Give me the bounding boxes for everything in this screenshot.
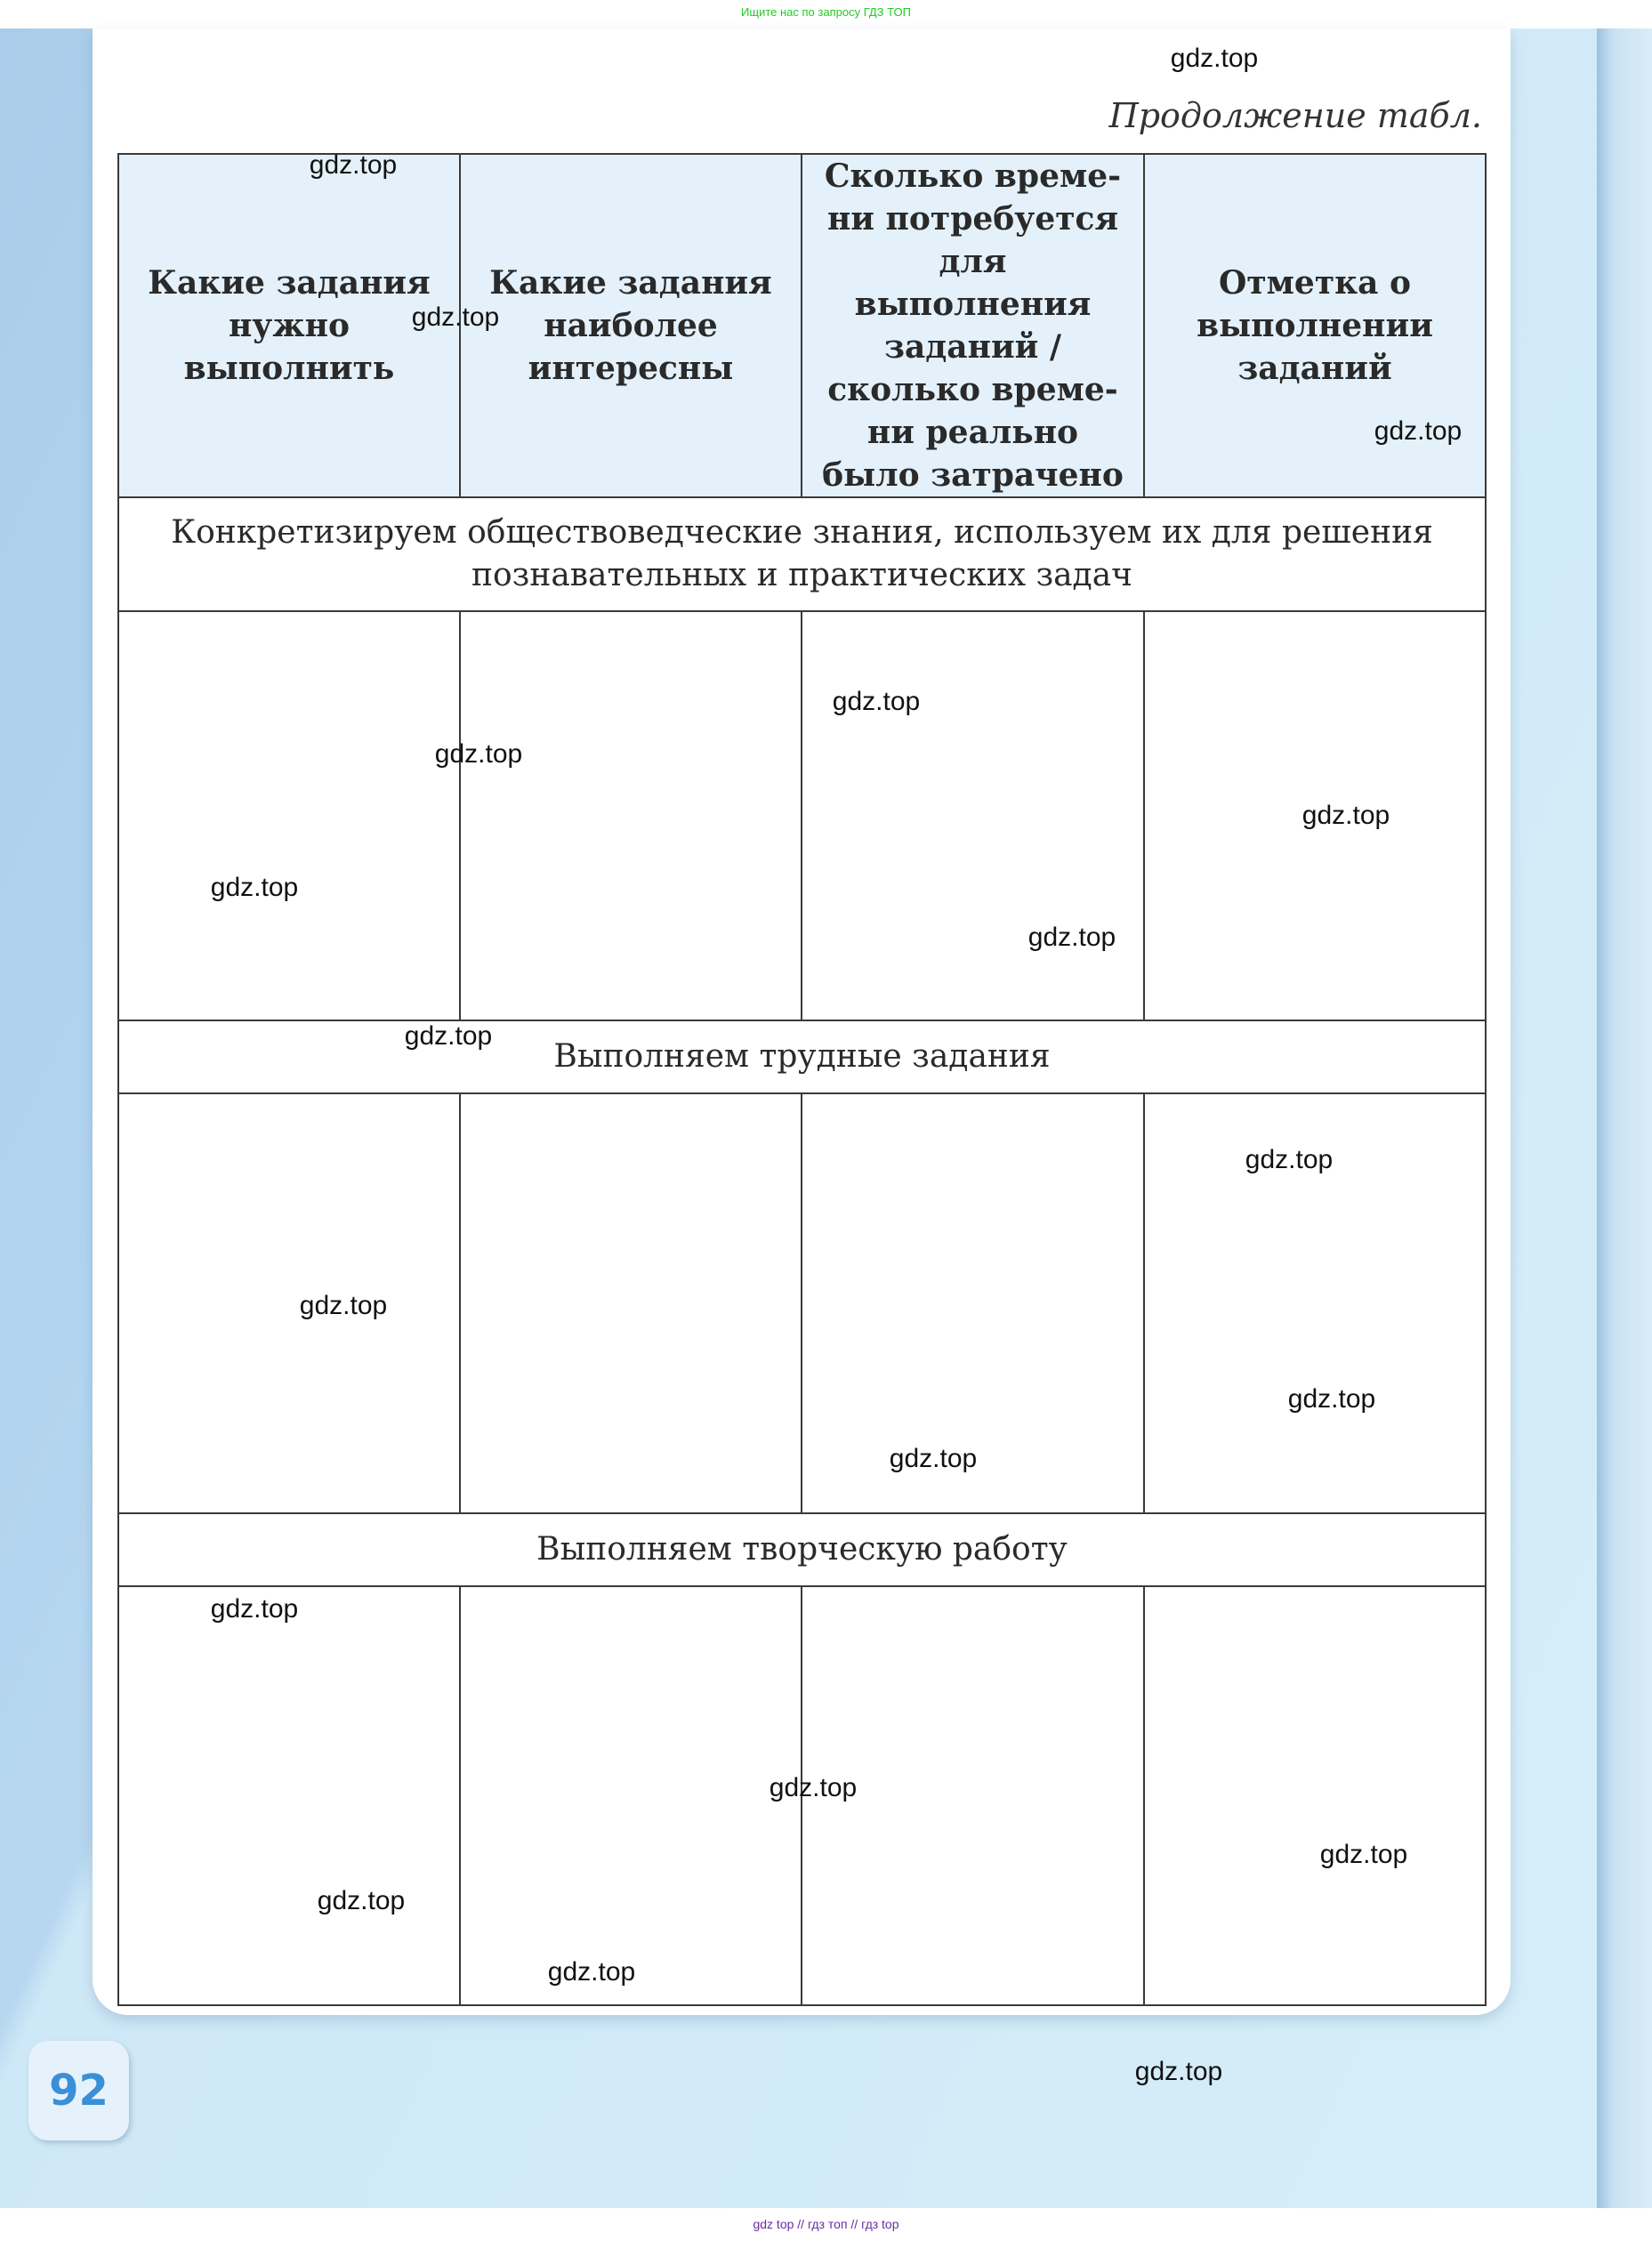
table-cell[interactable] <box>118 1093 460 1513</box>
continuation-label: Продолжение табл. <box>1108 96 1482 135</box>
top-notice: Ищите нас по запросу ГДЗ ТОП <box>741 5 911 19</box>
section-row <box>118 1020 1486 1093</box>
table-row <box>118 611 1486 1020</box>
section-title: Выполняем трудные задания <box>118 1020 1486 1093</box>
book-spine <box>1597 28 1652 2208</box>
header-completion-mark: Отметка о выполнении заданий <box>1144 154 1486 497</box>
table-cell[interactable] <box>1144 1586 1486 2005</box>
section-row <box>118 1513 1486 1586</box>
watermark: gdz.top <box>832 687 921 716</box>
watermark: gdz.top <box>889 1444 978 1473</box>
table-cell[interactable] <box>460 1093 802 1513</box>
watermark: gdz.top <box>411 302 500 332</box>
watermark: gdz.top <box>309 150 398 180</box>
table-cell[interactable] <box>460 1586 802 2005</box>
section-title: Конкретизируем обществоведческие знания, используем их для решения познавательных и практических задач <box>118 497 1486 611</box>
header-tasks-to-do: Какие задания нужно выполнить <box>118 154 460 497</box>
watermark: gdz.top <box>210 873 299 902</box>
watermark: gdz.top <box>1170 44 1259 73</box>
bottom-notice: gdz top // гдз топ // гдз top <box>753 2217 899 2231</box>
header-interesting-tasks: Какие задания наиболее интересны <box>460 154 802 497</box>
table-cell[interactable] <box>118 611 460 1020</box>
header-time-needed: Сколько време-ни потребуется для выполнения заданий / сколько време-ни реально было затрачено <box>802 154 1144 497</box>
table-header-row <box>118 154 1486 497</box>
watermark: gdz.top <box>1027 923 1116 952</box>
page-number: 92 <box>28 2041 129 2140</box>
watermark: gdz.top <box>1287 1384 1376 1414</box>
watermark: gdz.top <box>404 1021 493 1051</box>
watermark: gdz.top <box>1319 1840 1408 1869</box>
watermark: gdz.top <box>317 1886 406 1915</box>
watermark: gdz.top <box>299 1291 388 1320</box>
section-title: Выполняем творческую работу <box>118 1513 1486 1586</box>
task-plan-table <box>117 153 1487 2006</box>
table-cell[interactable] <box>460 611 802 1020</box>
watermark: gdz.top <box>1245 1145 1334 1174</box>
watermark: gdz.top <box>547 1957 636 1987</box>
table-cell[interactable] <box>118 1586 460 2005</box>
watermark: gdz.top <box>769 1773 858 1802</box>
watermark: gdz.top <box>1301 801 1390 830</box>
watermark: gdz.top <box>434 739 523 769</box>
table-cell[interactable] <box>802 611 1144 1020</box>
section-row <box>118 497 1486 611</box>
watermark: gdz.top <box>210 1594 299 1624</box>
watermark: gdz.top <box>1134 2057 1223 2086</box>
watermark: gdz.top <box>1374 416 1463 446</box>
